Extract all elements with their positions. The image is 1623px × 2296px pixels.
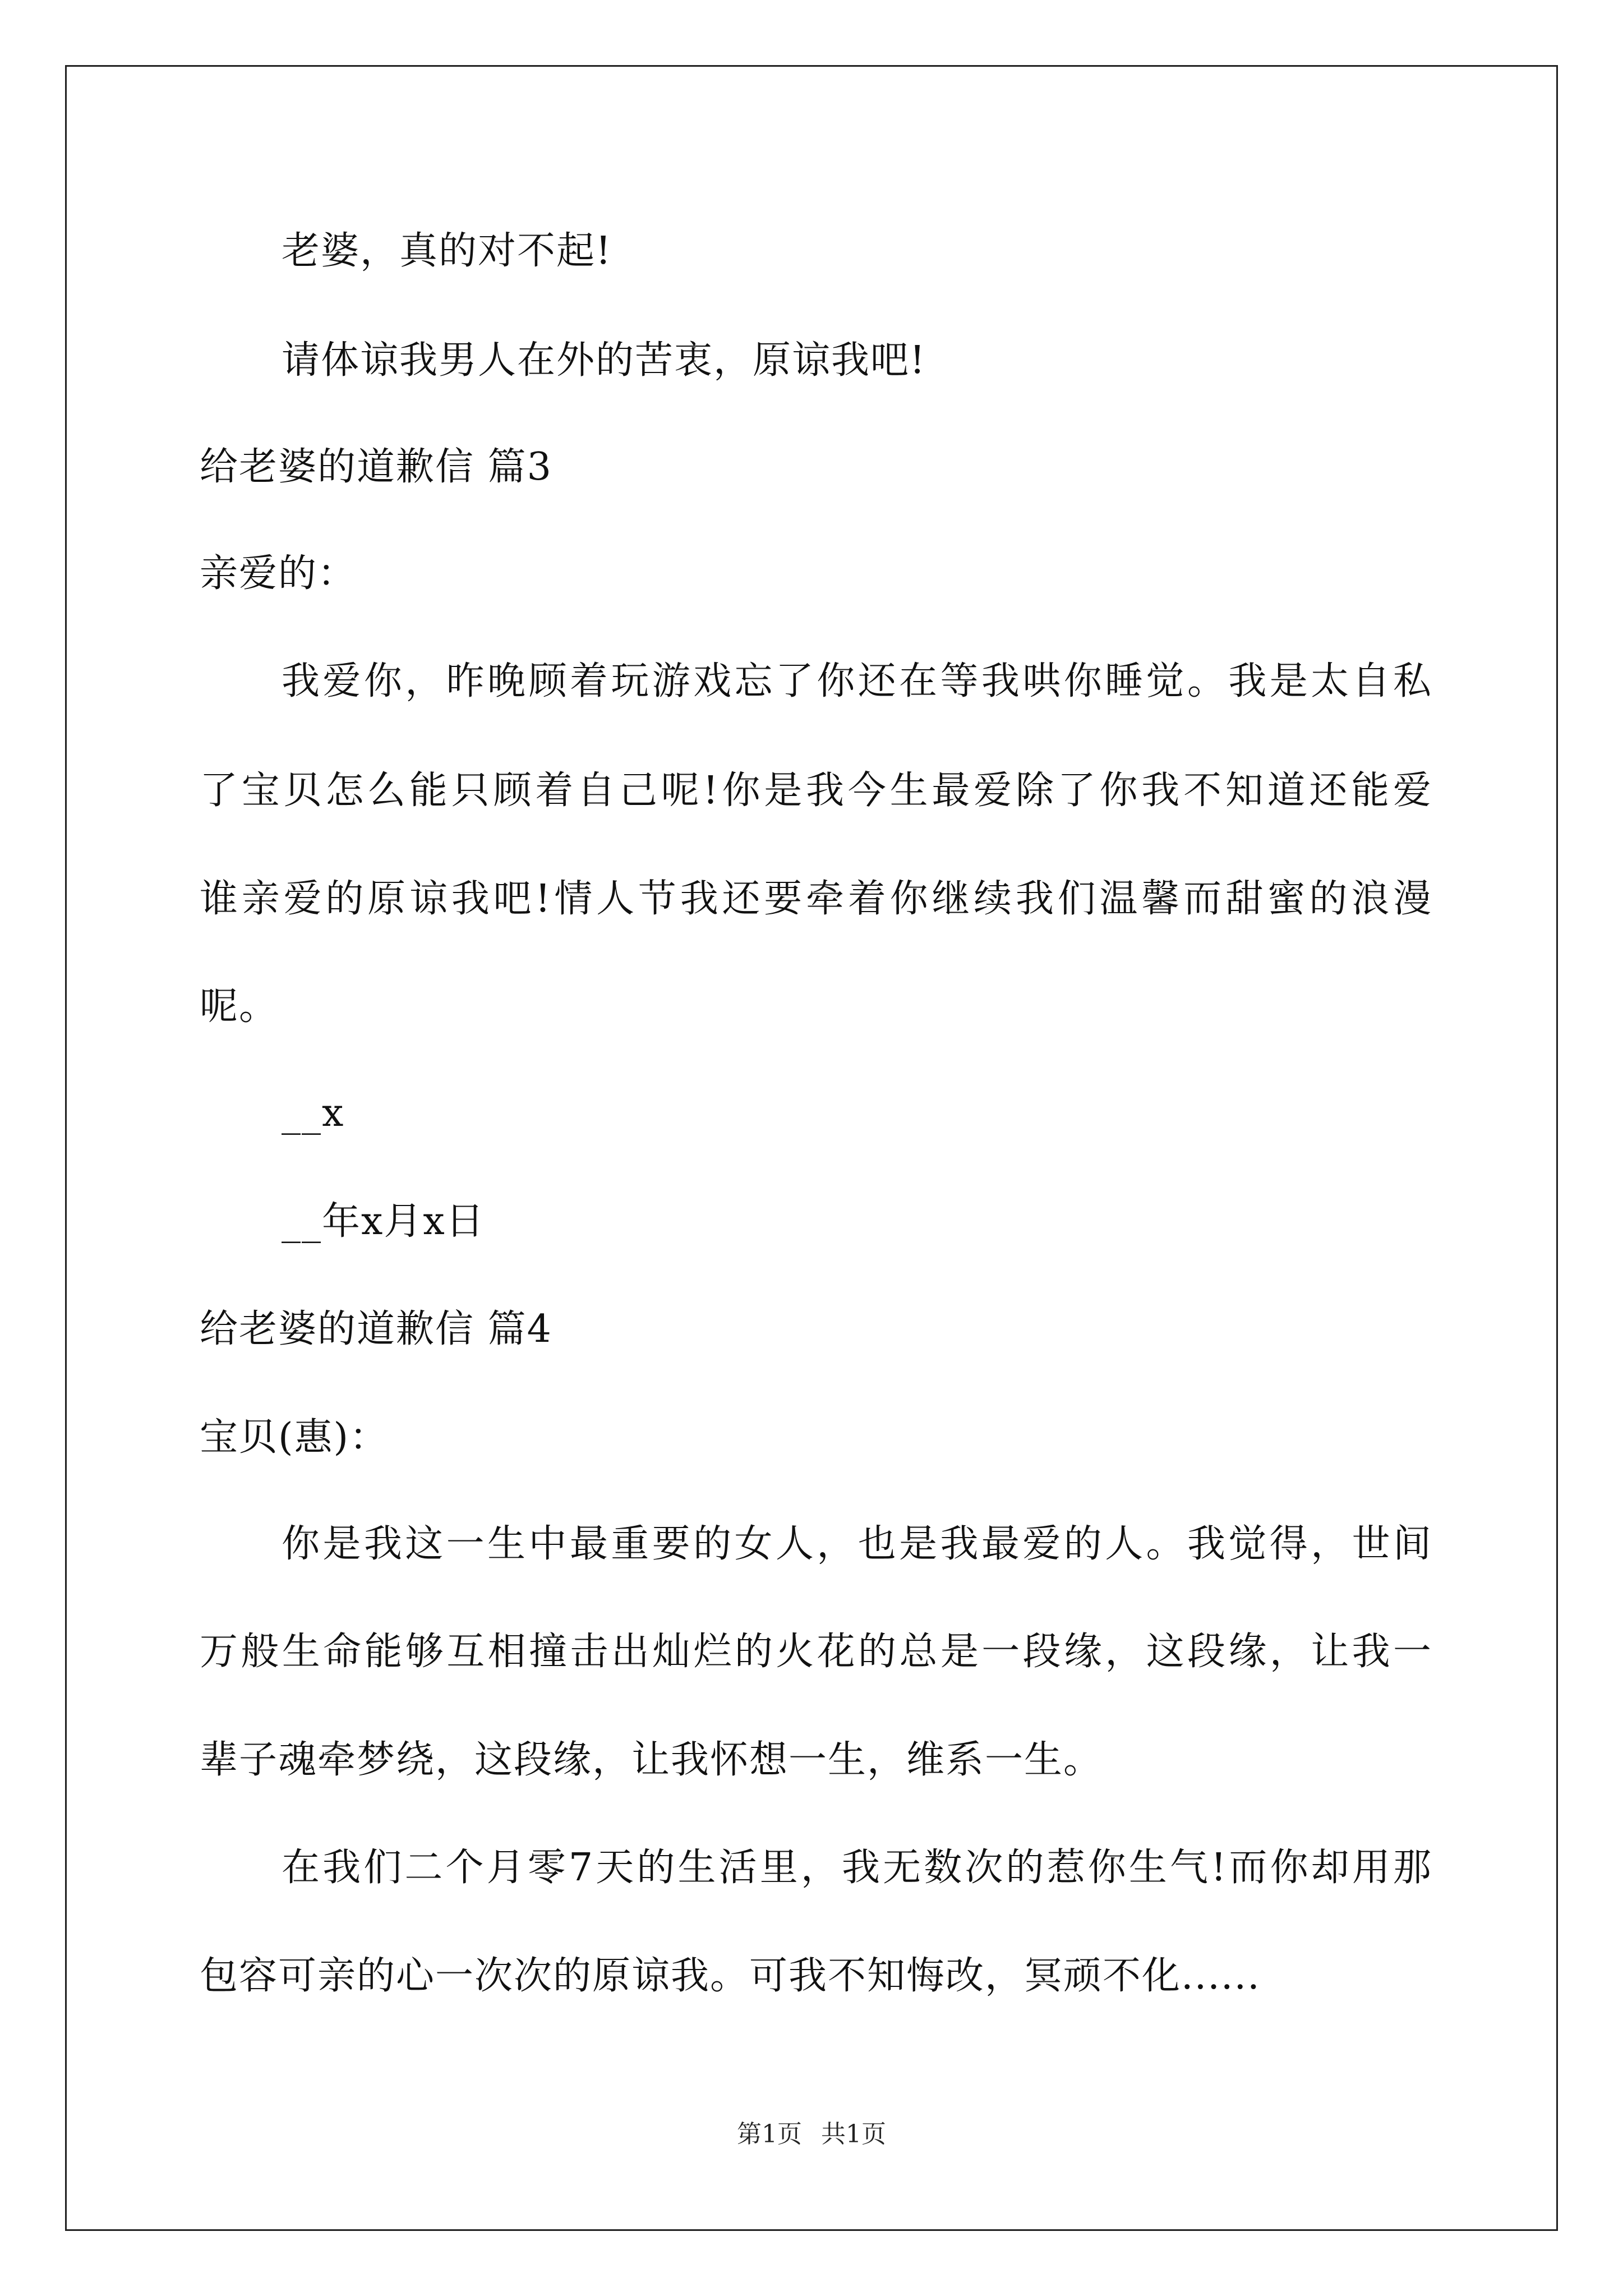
paragraph-line: 在我们二个月零7天的生活里，我无数次的惹你生气!而你却用那 bbox=[282, 1846, 1432, 1890]
paragraph-line: 包容可亲的心一次次的原谅我。可我不知悔改，冥顽不化...... bbox=[200, 1954, 1261, 1998]
paragraph-line: 你是我这一生中最重要的女人，也是我最爱的人。我觉得，世间 bbox=[282, 1522, 1432, 1566]
page-current: 第1页 bbox=[737, 2120, 802, 2148]
section-heading: 给老婆的道歉信 篇3 bbox=[200, 445, 552, 489]
signature: __x bbox=[282, 1091, 345, 1135]
paragraph-line: 万般生命能够互相撞击出灿烂的火花的总是一段缘，这段缘，让我一 bbox=[200, 1630, 1432, 1674]
page-total: 共1页 bbox=[821, 2120, 886, 2148]
paragraph-line: 请体谅我男人在外的苦衷，原谅我吧! bbox=[282, 338, 926, 383]
section-heading: 给老婆的道歉信 篇4 bbox=[200, 1307, 552, 1351]
paragraph-line: 辈子魂牵梦绕，这段缘，让我怀想一生，维系一生。 bbox=[200, 1738, 1103, 1782]
paragraph-line: 老婆，真的对不起! bbox=[282, 229, 612, 273]
salutation: 亲爱的： bbox=[200, 551, 357, 596]
paragraph-line: 了宝贝怎么能只顾着自己呢!你是我今生最爱除了你我不知道还能爱 bbox=[200, 769, 1432, 813]
paragraph-line: 我爱你，昨晚顾着玩游戏忘了你还在等我哄你睡觉。我是太自私 bbox=[282, 659, 1432, 703]
salutation: 宝贝(惠)： bbox=[200, 1415, 389, 1460]
paragraph-line: 谁亲爱的原谅我吧!情人节我还要牵着你继续我们温馨而甜蜜的浪漫 bbox=[200, 877, 1432, 921]
date-line: __年x月x日 bbox=[282, 1199, 485, 1244]
page-footer bbox=[0, 2118, 1623, 2151]
paragraph-line: 呢。 bbox=[200, 984, 279, 1029]
page-border bbox=[65, 65, 1558, 2231]
